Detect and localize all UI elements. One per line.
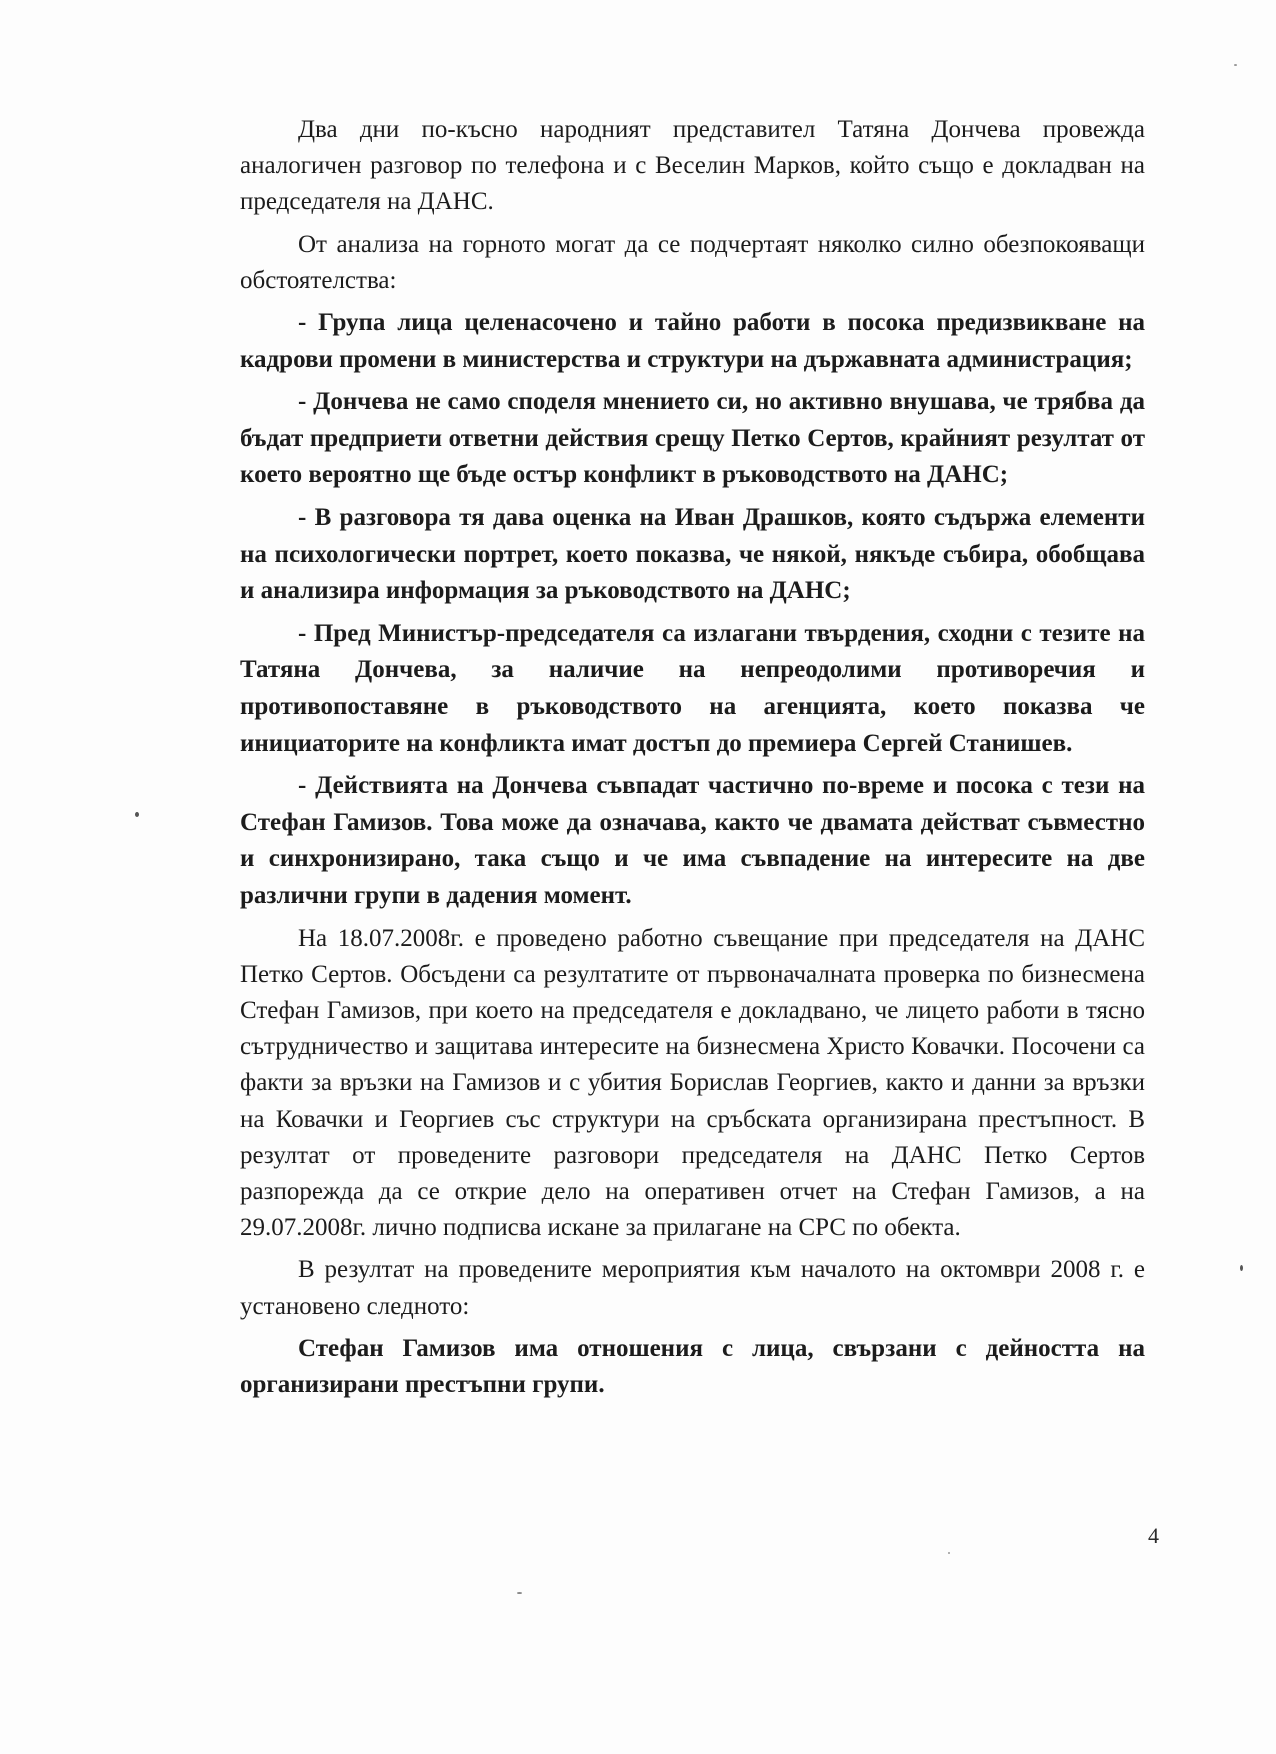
scan-speck [1234,64,1237,66]
scan-speck [948,1552,950,1554]
scan-speck [135,812,139,817]
paragraph-intro: Два дни по-късно народният представител Татяна Дончева провежда аналогичен разговор по телефона и с Веселин Марков, който също е докладван на председателя на ДАНС. [240,116,1145,216]
paragraph-analysis: От анализа на горното могат да се подчертаят няколко силно обезпокояващи обстоятелства: [240,230,1145,294]
bullet-doncheva-suggests: - Дончева не само споделя мнението си, но активно внушава, че трябва да бъдат предприети ответни действия срещу Петко Сертов, крайният резултат от което вероятно ще бъде остър конфликт в ръководството на ДАНС; [240,388,1145,489]
paragraph-meeting: На 18.07.2008г. е проведено работно съвещание при председателя на ДАНС Петко Сертов. Обсъдени са резултатите от първоначалната проверка по бизнесмена Стефан Гамизов, при което на председателя е докладвано, че лицето работи в тясно сътрудничество и защитава интересите на бизнесмена Христо Ковачки. Посочени са факти за връзки на Гамизов и с убития Борислав Георгиев, както и данни за връзки на Ковачки и Георгиев със структури на сръбската организирана престъпност. В резултат от проведените разговори председателя на ДАНС Петко Сертов разпорежда да се открие дело на оперативен отчет на Стефан Гамизов, а на 29.07.2008г. лично подписва искане за прилагане на СРС по обекта. [240,924,1145,1242]
scan-speck [1240,1265,1243,1271]
bullet-drashkov-assessment: - В разговора тя дава оценка на Иван Драшков, която съдържа елементи на психологически портрет, което показва, че някой, някъде събира, обобщава и анализира информация за ръководството на ДАНС; [240,503,1145,605]
bullet-group-of-persons: - Група лица целенасочено и тайно работи в посока предизвикване на кадрови промени в министерства и структури на държавната администрация; [240,309,1145,373]
page-number: 4 [1148,1523,1159,1548]
document-body [240,112,1145,1404]
paragraph-result: В резултат на проведените мероприятия към началото на октомври 2008 г. е установено следното: [240,1256,1145,1320]
scan-speck [517,1592,522,1594]
paragraph-conclusion: Стефан Гамизов има отношения с лица, свързани с дейността на организирани престъпни групи. [240,1334,1145,1399]
bullet-gamizov-coincidence: - Действията на Дончева съвпадат частично по-време и посока с тези на Стефан Гамизов. Това може да означава, както че двамата действат съвместно и синхронизирано, така също и че има съвпадение на интересите на две различни групи в дадения момент. [240,772,1145,909]
bullet-prime-minister: - Пред Министър-председателя са излагани твърдения, сходни с тезите на Татяна Дончева, за наличие на непреодолими противоречия и противопоставяне в ръководството на агенцията, което показва че инициаторите на конфликта имат достъп до премиера Сергей Станишев. [240,619,1145,757]
